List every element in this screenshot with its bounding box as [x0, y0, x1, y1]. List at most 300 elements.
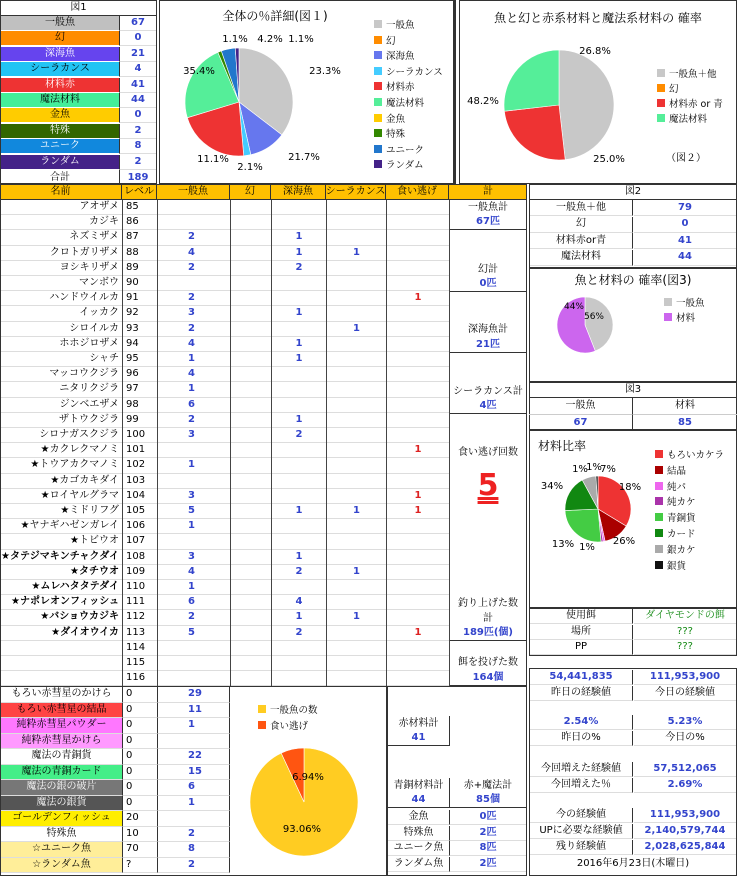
kei-ippan_value: 67匹	[450, 215, 526, 230]
fish-shinkai: 2	[272, 428, 326, 443]
fish-kuinige	[387, 276, 449, 291]
kei-coela_label: シーラカンス計	[453, 385, 523, 397]
fish-kuinige	[387, 261, 449, 276]
fish-level: 112	[123, 610, 157, 625]
fish-level: 113	[123, 626, 157, 641]
fish-ippan: 6	[158, 595, 230, 610]
fish-shinkai: 1	[272, 610, 326, 625]
pie-value-label-1: 13%	[551, 539, 575, 550]
fish-kuinige	[387, 200, 449, 215]
material-b: 29	[157, 687, 230, 703]
pie-slice-4	[565, 509, 601, 542]
exp-cell-left: 今回増えた経験値	[530, 762, 633, 777]
pie4-legend-label: 結晶	[667, 465, 687, 477]
fish-kuinige	[387, 367, 449, 382]
fish-ippan: 2	[158, 291, 230, 306]
material-a: 10	[122, 827, 157, 843]
fish-level: 110	[123, 580, 157, 595]
fish-name: ハンドウイルカ	[1, 291, 122, 306]
main-header-7: 計	[483, 186, 493, 197]
fish-level: 106	[123, 519, 157, 534]
mat-total-row-label: 金魚	[388, 810, 450, 825]
fish-coela	[327, 230, 386, 245]
material-b: 22	[157, 749, 230, 765]
fish-kuinige	[387, 565, 449, 580]
fish-coela: 1	[327, 565, 386, 580]
pie2-legend-item	[657, 111, 707, 125]
fish-coela	[327, 626, 386, 641]
fish-kuinige	[387, 474, 449, 489]
fish-name: クロトガリザメ	[1, 246, 122, 261]
fig1-row-label: 幻	[1, 31, 119, 46]
fish-kuinige: 1	[387, 489, 449, 504]
fish-level: 87	[123, 230, 157, 245]
pie4-legend-swatch	[655, 513, 663, 521]
red-total-value: 41	[388, 731, 450, 746]
fish-coela	[327, 595, 386, 610]
pie2-legend-label: 材料赤 or 青	[669, 99, 723, 110]
fish-kuinige	[387, 413, 449, 428]
fish-coela: 1	[327, 322, 386, 337]
fish-ippan	[158, 671, 230, 686]
pie1-chart	[159, 20, 379, 180]
fish-name: マンボウ	[1, 276, 122, 291]
pie-value-label-1: 56%	[583, 312, 605, 322]
exp-cell-right: 2.69%	[634, 778, 736, 793]
fish-coela	[327, 215, 386, 230]
fig1-row-label: 金魚	[1, 108, 119, 123]
fish-ippan: 2	[158, 610, 230, 625]
pie5-legend-ippan-label: 一般魚の数	[270, 705, 318, 716]
pie1-legend-item	[374, 126, 405, 140]
pie4-legend-swatch	[655, 545, 663, 553]
fish-coela	[327, 200, 386, 215]
fish-kuinige	[387, 595, 449, 610]
fish-maboroshi	[231, 595, 271, 610]
fish-name: シャチ	[1, 352, 122, 367]
pie4-legend-item	[655, 558, 686, 572]
fig1-total-value: 189	[119, 170, 156, 185]
pie1-legend-item	[374, 142, 424, 156]
exp-cell-left: 2.54%	[530, 715, 633, 730]
pie1-legend-label: シーラカンス	[386, 66, 443, 78]
pie4-legend-item	[655, 479, 686, 493]
fish-ippan: 1	[158, 352, 230, 367]
material-b: 2	[157, 858, 230, 874]
fish-ippan: 3	[158, 306, 230, 321]
fish-shinkai	[272, 443, 326, 458]
main-header-1: レベル	[122, 185, 157, 199]
fish-coela	[327, 367, 386, 382]
pie5-legend-kuinige-swatch	[258, 721, 266, 729]
fish-name: ★ミドリフグ	[1, 504, 122, 519]
fish-ippan	[158, 276, 230, 291]
fish-name: ★ロイヤルグラマ	[1, 489, 122, 504]
main-header-2: 一般魚	[157, 185, 230, 199]
fish-level: 99	[123, 413, 157, 428]
fig3-header-ippan: 一般魚	[529, 398, 633, 414]
fish-coela	[327, 550, 386, 565]
fish-maboroshi	[231, 428, 271, 443]
fig1-row-label: 深海魚	[1, 47, 119, 62]
pie3-legend-swatch	[664, 313, 672, 321]
fig1-row-value: 2	[119, 155, 156, 170]
fish-level: 107	[123, 534, 157, 549]
bait-row-value: ダイヤモンドの餌	[634, 609, 736, 624]
fish-kuinige	[387, 550, 449, 565]
fish-name: ジンベエザメ	[1, 398, 122, 413]
material-label: 特殊魚	[1, 827, 122, 843]
pie1-legend-swatch	[374, 114, 382, 122]
fish-ippan: 1	[158, 580, 230, 595]
fish-level: 96	[123, 367, 157, 382]
fish-kuinige	[387, 641, 449, 656]
main-header-6: 食い逃げ	[386, 185, 449, 199]
fish-shinkai	[272, 291, 326, 306]
exp-cell-left: 今回増えた％	[530, 778, 633, 793]
fish-shinkai: 1	[272, 306, 326, 321]
pie-value-label-0: 48.2%	[467, 96, 499, 107]
pie2-title: 魚と幻と赤系材料と魔法系材料の 確率	[494, 11, 702, 25]
mat-total-row-label: ユニーク魚	[388, 841, 450, 856]
fish-kuinige	[387, 656, 449, 671]
fish-coela	[327, 276, 386, 291]
fish-level: 94	[123, 337, 157, 352]
fish-ippan	[158, 215, 230, 230]
fish-level: 98	[123, 398, 157, 413]
pie-value-label-1: 6.94%	[292, 772, 324, 783]
material-b	[157, 811, 230, 827]
fish-shinkai	[272, 489, 326, 504]
pie1-legend-item	[374, 17, 415, 31]
fish-maboroshi	[231, 641, 271, 656]
exp-cell-left: 昨日の経験値	[530, 686, 633, 701]
fish-name: ★カゴカキダイ	[1, 474, 122, 489]
bait-row-label: 場所	[530, 625, 633, 640]
fish-level: 88	[123, 246, 157, 261]
fish-maboroshi	[231, 322, 271, 337]
pie1-legend-item	[374, 64, 443, 78]
fish-shinkai	[272, 534, 326, 549]
fig3-title: 図3	[529, 382, 737, 398]
material-a: 0	[122, 780, 157, 796]
bait-row-label: PP	[530, 640, 633, 655]
redmagic-label: 赤+魔法計	[463, 779, 513, 791]
material-a: 0	[122, 734, 157, 750]
pie2-legend-swatch	[657, 114, 665, 122]
fish-name: シロナガスクジラ	[1, 428, 122, 443]
fish-name: ヨシキリザメ	[1, 261, 122, 276]
fish-maboroshi	[231, 352, 271, 367]
pie4-legend-item	[655, 542, 696, 556]
kei-maboroshi_value: 0匹	[450, 277, 526, 292]
material-b: 15	[157, 765, 230, 781]
pie4-legend-label: 青銅貨	[667, 513, 696, 525]
fish-coela	[327, 413, 386, 428]
material-b: 6	[157, 780, 230, 796]
pie3-legend-item	[664, 310, 695, 324]
pie1-legend-label: 一般魚	[386, 20, 415, 31]
fish-kuinige	[387, 230, 449, 245]
pie1-legend-item	[374, 33, 396, 47]
fish-level: 97	[123, 382, 157, 397]
fish-ippan: 1	[158, 382, 230, 397]
pie1-legend-swatch	[374, 67, 382, 75]
fish-kuinige	[387, 519, 449, 534]
fish-ippan: 4	[158, 246, 230, 261]
kei-esa_label: 餌を投げた数	[458, 656, 518, 668]
pie1-legend-label: ランダム	[386, 160, 424, 172]
fish-coela: 1	[327, 504, 386, 519]
fish-shinkai: 4	[272, 595, 326, 610]
fish-coela	[327, 656, 386, 671]
pie4-legend-swatch	[655, 497, 663, 505]
material-a: 0	[122, 765, 157, 781]
exp-cell-right: 57,512,065	[634, 762, 736, 777]
fish-coela	[327, 291, 386, 306]
pie-value-label-2: 1%	[579, 542, 595, 553]
fig1-row-value: 21	[119, 47, 156, 62]
fish-ippan: 1	[158, 458, 230, 473]
redmagic-value: 85個	[450, 793, 526, 808]
fig2-row-label: 一般魚＋他	[530, 200, 633, 216]
fish-ippan: 3	[158, 550, 230, 565]
exp-cell-left: 今の経験値	[530, 808, 633, 823]
material-a: 0	[122, 796, 157, 812]
material-b: 2	[157, 827, 230, 843]
fig1-row-value: 4	[119, 62, 156, 77]
fig1-row-label: ランダム	[1, 155, 119, 170]
bait-row-value: ???	[634, 640, 736, 655]
pie-value-label-4: 26%	[612, 536, 636, 547]
fish-name: ★カクレクマノミ	[1, 443, 122, 458]
fish-shinkai	[272, 215, 326, 230]
pie1-legend-label: 深海魚	[386, 51, 415, 63]
fish-coela	[327, 382, 386, 397]
fish-kuinige	[387, 428, 449, 443]
material-label: 魔法の青銅貨	[1, 749, 122, 765]
pie2-legend-item	[657, 81, 679, 95]
fish-shinkai	[272, 382, 326, 397]
fish-level: 100	[123, 428, 157, 443]
pie-value-label-7: 1%	[572, 464, 588, 475]
fish-name: ニタリクジラ	[1, 382, 122, 397]
pie1-legend-label: 幻	[386, 35, 396, 47]
pie4-legend-swatch	[655, 466, 663, 474]
fish-name: マッコウクジラ	[1, 367, 122, 382]
kei-kuinige-value: 5	[477, 468, 499, 503]
fish-kuinige	[387, 215, 449, 230]
fish-maboroshi	[231, 656, 271, 671]
material-a: 0	[122, 749, 157, 765]
fish-shinkai	[272, 474, 326, 489]
pie4-legend-swatch	[655, 529, 663, 537]
fish-kuinige: 1	[387, 626, 449, 641]
exp-cell-left: UPに必要な経験値	[530, 824, 633, 839]
pie2-chart	[459, 30, 649, 180]
fig1-row-label: 魔法材料	[1, 93, 119, 108]
pie2-legend-item	[657, 66, 717, 80]
fish-kuinige	[387, 580, 449, 595]
pie1-legend-label: 特殊	[386, 129, 406, 141]
fish-maboroshi	[231, 337, 271, 352]
kei-tsuri_value: 189匹(個)	[450, 626, 526, 641]
fish-level: 86	[123, 215, 157, 230]
fish-maboroshi	[231, 519, 271, 534]
material-a: 0	[122, 703, 157, 719]
exp-cell-right: 111,953,900	[634, 808, 736, 823]
fish-coela	[327, 337, 386, 352]
fish-ippan	[158, 641, 230, 656]
bait-row-label: 使用餌	[530, 609, 633, 624]
fish-ippan: 2	[158, 230, 230, 245]
fish-coela	[327, 398, 386, 413]
fish-level: 108	[123, 550, 157, 565]
fish-level: 111	[123, 595, 157, 610]
exp-cell-left: 残り経験値	[530, 840, 633, 855]
fish-name: ★トビウオ	[1, 534, 122, 549]
fish-ippan: 6	[158, 398, 230, 413]
fish-shinkai: 2	[272, 261, 326, 276]
fig3-value-zairyo: 85	[633, 414, 737, 430]
mat-total-row-label: ランダム魚	[388, 857, 450, 872]
kei-esa_value: 164個	[472, 671, 504, 683]
fish-level: 115	[123, 656, 157, 671]
fish-maboroshi	[231, 489, 271, 504]
pie3-legend-label: 一般魚	[676, 298, 705, 309]
pie1-legend-item	[374, 111, 405, 125]
kei-tsuri_sub: 計	[483, 612, 493, 624]
fish-maboroshi	[231, 276, 271, 291]
mat-total-row-value: 0匹	[450, 810, 526, 825]
fish-name: ★ダイオウイカ	[1, 626, 122, 641]
fish-kuinige: 1	[387, 504, 449, 519]
pie3-legend-swatch	[664, 298, 672, 306]
fish-shinkai: 2	[272, 565, 326, 580]
fish-kuinige	[387, 337, 449, 352]
fish-shinkai: 1	[272, 550, 326, 565]
kei-kuinige_label: 食い逃げ回数	[458, 446, 518, 458]
fish-maboroshi	[231, 458, 271, 473]
fish-maboroshi	[231, 565, 271, 580]
fig1-row-label: シーラカンス	[1, 62, 119, 77]
pie4-legend-label: 銀貨	[667, 560, 687, 572]
fish-maboroshi	[231, 261, 271, 276]
fig2-row-value: 41	[634, 233, 736, 249]
material-label: ☆ユニーク魚	[1, 842, 122, 858]
fish-name: ★ナポレオンフィッシュ	[1, 595, 122, 610]
fig1-row-value: 41	[119, 78, 156, 93]
pie1-legend-label: 魔法材料	[386, 98, 425, 109]
fish-maboroshi	[231, 580, 271, 595]
fish-level: 103	[123, 474, 157, 489]
fish-coela: 1	[327, 610, 386, 625]
fig1-row-value: 2	[119, 124, 156, 139]
fish-shinkai: 1	[272, 246, 326, 261]
fish-coela	[327, 489, 386, 504]
fish-maboroshi	[231, 200, 271, 215]
fish-name	[1, 671, 122, 686]
fish-kuinige	[387, 671, 449, 686]
pie-value-label-5: 18%	[618, 482, 642, 493]
fish-name: カジキ	[1, 215, 122, 230]
red-total-label: 赤材料計	[388, 716, 450, 731]
fish-maboroshi	[231, 671, 271, 686]
pie1-legend-swatch	[374, 98, 382, 106]
fish-shinkai	[272, 671, 326, 686]
fish-coela	[327, 580, 386, 595]
fig1-row-label: ユニーク	[1, 139, 119, 154]
pie1-legend-item	[374, 79, 415, 93]
fish-shinkai	[272, 200, 326, 215]
pie2-legend-swatch	[657, 84, 665, 92]
fish-maboroshi	[231, 367, 271, 382]
fish-level: 105	[123, 504, 157, 519]
pie1-legend-swatch	[374, 145, 382, 153]
fish-shinkai: 2	[272, 626, 326, 641]
fig1-row-value: 8	[119, 139, 156, 154]
mat-total-row-value: 8匹	[450, 841, 526, 856]
fish-level: 116	[123, 671, 157, 686]
fish-kuinige: 1	[387, 291, 449, 306]
pie3-legend-label: 材料	[676, 313, 696, 324]
fish-coela	[327, 458, 386, 473]
pie4-legend-swatch	[655, 482, 663, 490]
fish-ippan	[158, 474, 230, 489]
fish-coela	[327, 443, 386, 458]
fish-kuinige	[387, 534, 449, 549]
pie1-legend-swatch	[374, 51, 382, 59]
exp-cell-right: 2,028,625,844	[634, 840, 736, 855]
fish-name: ★タテジマキンチャクダイ	[1, 550, 122, 565]
kei-maboroshi_label: 幻計	[478, 263, 498, 275]
material-a: 0	[122, 718, 157, 734]
main-header-4: 深海魚	[271, 185, 326, 199]
fish-coela: 1	[327, 246, 386, 261]
pie4-legend-label: 銀カケ	[667, 544, 696, 556]
fish-maboroshi	[231, 534, 271, 549]
fish-maboroshi	[231, 246, 271, 261]
fish-kuinige: 1	[387, 443, 449, 458]
fish-maboroshi	[231, 291, 271, 306]
pie-value-label-6: 7%	[600, 464, 616, 475]
fish-coela	[327, 671, 386, 686]
pie3-legend-item	[664, 295, 705, 309]
pie1-legend-label: ユニーク	[386, 144, 425, 156]
fish-level: 85	[123, 200, 157, 215]
exp-cell-right: 5.23%	[634, 715, 736, 730]
pie1-legend-item	[374, 95, 424, 109]
fish-ippan: 3	[158, 428, 230, 443]
fish-maboroshi	[231, 398, 271, 413]
fish-ippan: 2	[158, 261, 230, 276]
fish-shinkai	[272, 276, 326, 291]
pie4-legend-item	[655, 526, 696, 540]
fig1-title: 図1	[0, 0, 157, 16]
fish-level: 101	[123, 443, 157, 458]
fig3-header-zairyo: 材料	[675, 400, 695, 411]
fish-maboroshi	[231, 474, 271, 489]
material-label: もろい赤彗星の結晶	[1, 703, 122, 719]
fish-ippan	[158, 656, 230, 671]
material-label: 純粋赤彗星パウダー	[1, 718, 122, 734]
fish-ippan: 3	[158, 489, 230, 504]
fish-ippan: 1	[158, 519, 230, 534]
fish-kuinige	[387, 382, 449, 397]
fish-ippan	[158, 534, 230, 549]
exp-cell-right: 2,140,579,744	[634, 824, 736, 839]
fish-name: ホホジロザメ	[1, 337, 122, 352]
